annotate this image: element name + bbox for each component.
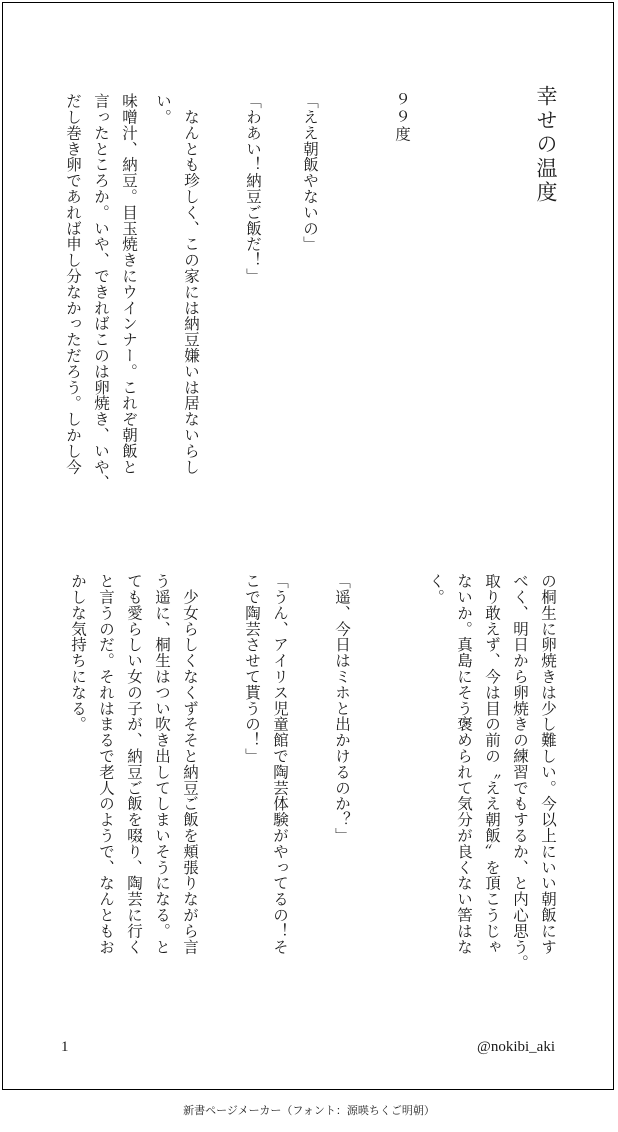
lower-line-1: の桐生に卵焼きは少し難しい。今以上にいい朝飯にす xyxy=(539,573,557,955)
upper-line-5: 味噌汁、納豆。目玉焼きにウインナー。これぞ朝飯と xyxy=(120,93,138,475)
story-title: 幸せの温度 xyxy=(534,85,558,205)
upper-line-3: なんとも珍しく、この家には納豆嫌いは居ないらし xyxy=(182,93,200,475)
author-handle: @nokibi_aki xyxy=(477,1039,555,1055)
page-number: 1 xyxy=(61,1039,69,1055)
generator-credit: 新書ページメーカー（フォント：源暎ちくご明朝） xyxy=(183,1104,435,1117)
upper-line-4: い。 xyxy=(154,93,172,125)
lower-line-13: かしな気持ちになる。 xyxy=(69,573,87,732)
chapter-heading: ９９度 xyxy=(393,91,411,144)
novel-page xyxy=(2,2,614,1090)
lower-line-8: こで陶芸させて貰うの！」 xyxy=(243,573,261,764)
lower-line-11: ても愛らしい女の子が、納豆ご飯を啜り、陶芸に行く xyxy=(125,573,143,955)
lower-line-4: ないか。真島にそう褒められて気分が良くない筈はな xyxy=(455,573,473,955)
lower-line-3: 取り敢えず、今は目の前の〝ええ朝飯〟を頂こうじゃ xyxy=(483,573,501,955)
upper-line-2: 「わあい！納豆ご飯だ！」 xyxy=(244,93,262,284)
lower-line-9: 少女らしくなくずそそと納豆ご飯を頬張りながら言 xyxy=(181,573,199,955)
upper-line-1: 「ええ朝飯やないの」 xyxy=(301,93,319,252)
lower-line-5: く。 xyxy=(427,573,445,605)
lower-line-6: 「遥、今日はミホと出かけるのか？」 xyxy=(333,573,351,844)
upper-line-6: 言ったところか。いや、できればこのは卵焼き、いや、 xyxy=(92,93,110,491)
upper-line-7: だし巻き卵であれば申し分なかっただろう。しかし今 xyxy=(64,93,82,475)
lower-line-7: 「うん、アイリス児童館で陶芸体験がやってるの！そ xyxy=(271,573,289,955)
lower-line-12: と言うのだ。それはまるで老人のようで、なんともお xyxy=(97,573,115,955)
lower-line-2: べく、明日から卵焼きの練習でもするか、と内心思う。 xyxy=(511,573,529,971)
lower-line-10: う遥に、桐生はつい吹き出してしまいそうになる。と xyxy=(153,573,171,955)
